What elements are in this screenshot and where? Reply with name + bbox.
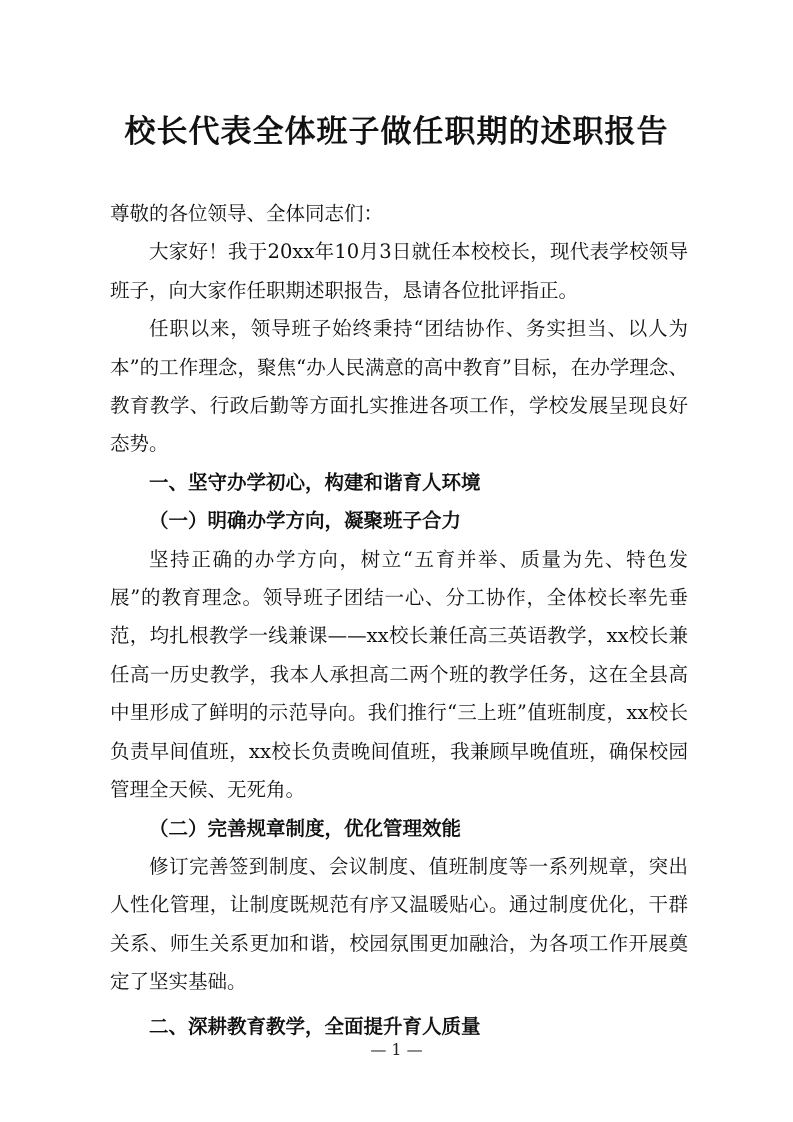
intro-paragraph-2: 任职以来，领导班子始终秉持“团结协作、务实担当、以人为本”的工作理念，聚焦“办人民满意的高中教育”目标，在办学理念、教育教学、行政后勤等方面扎实推进各项工作，学校发展呈现良好态势。 (110, 317, 688, 456)
subsection-heading-1-1: （一）明确办学方向，凝聚班子合力 (149, 509, 462, 533)
subsection-heading-1-2: （二）完善规章制度，优化管理效能 (149, 816, 462, 840)
document-body (110, 195, 688, 1046)
document-title: 校长代表全体班子做任职期的述职报告 (124, 114, 669, 150)
subsection-paragraph-1-2: 修订完善签到制度、会议制度、值班制度等一系列规章，突出人性化管理，让制度既规范有序又温暖贴心。通过制度优化，干群关系、师生关系更加和谐，校园氛围更加融洽，为各项工作开展奠定了坚实基础。 (110, 854, 688, 994)
intro-paragraph-1: 大家好！我于20xx年10月3日就任本校校长，现代表学校领导班子，向大家作任职期述职报告，恳请各位批评指正。 (110, 240, 688, 302)
page-number: — 1 — (370, 1040, 423, 1059)
section-heading-1: 一、坚守办学初心，构建和谐育人环境 (149, 470, 481, 494)
subsection-paragraph-1-1: 坚持正确的办学方向，树立“五育并举、质量为先、特色发展”的教育理念。领导班子团结一心、分工协作，全体校长率先垂范，均扎根教学一线兼课——xx校长兼任高三英语教学，xx校长兼任高一历史教学，我本人承担高二两个班的教学任务，这在全县高中里形成了鲜明的示范导向。我们推行“三上班”值班制度，xx校长负责早间值班，xx校长负责晚间值班，我兼顾早晚值班，确保校园管理全天候、无死角。 (110, 547, 688, 802)
section-heading-2: 二、深耕教育教学，全面提升育人质量 (149, 1014, 481, 1038)
salutation: 尊敬的各位领导、全体同志们： (110, 202, 384, 225)
